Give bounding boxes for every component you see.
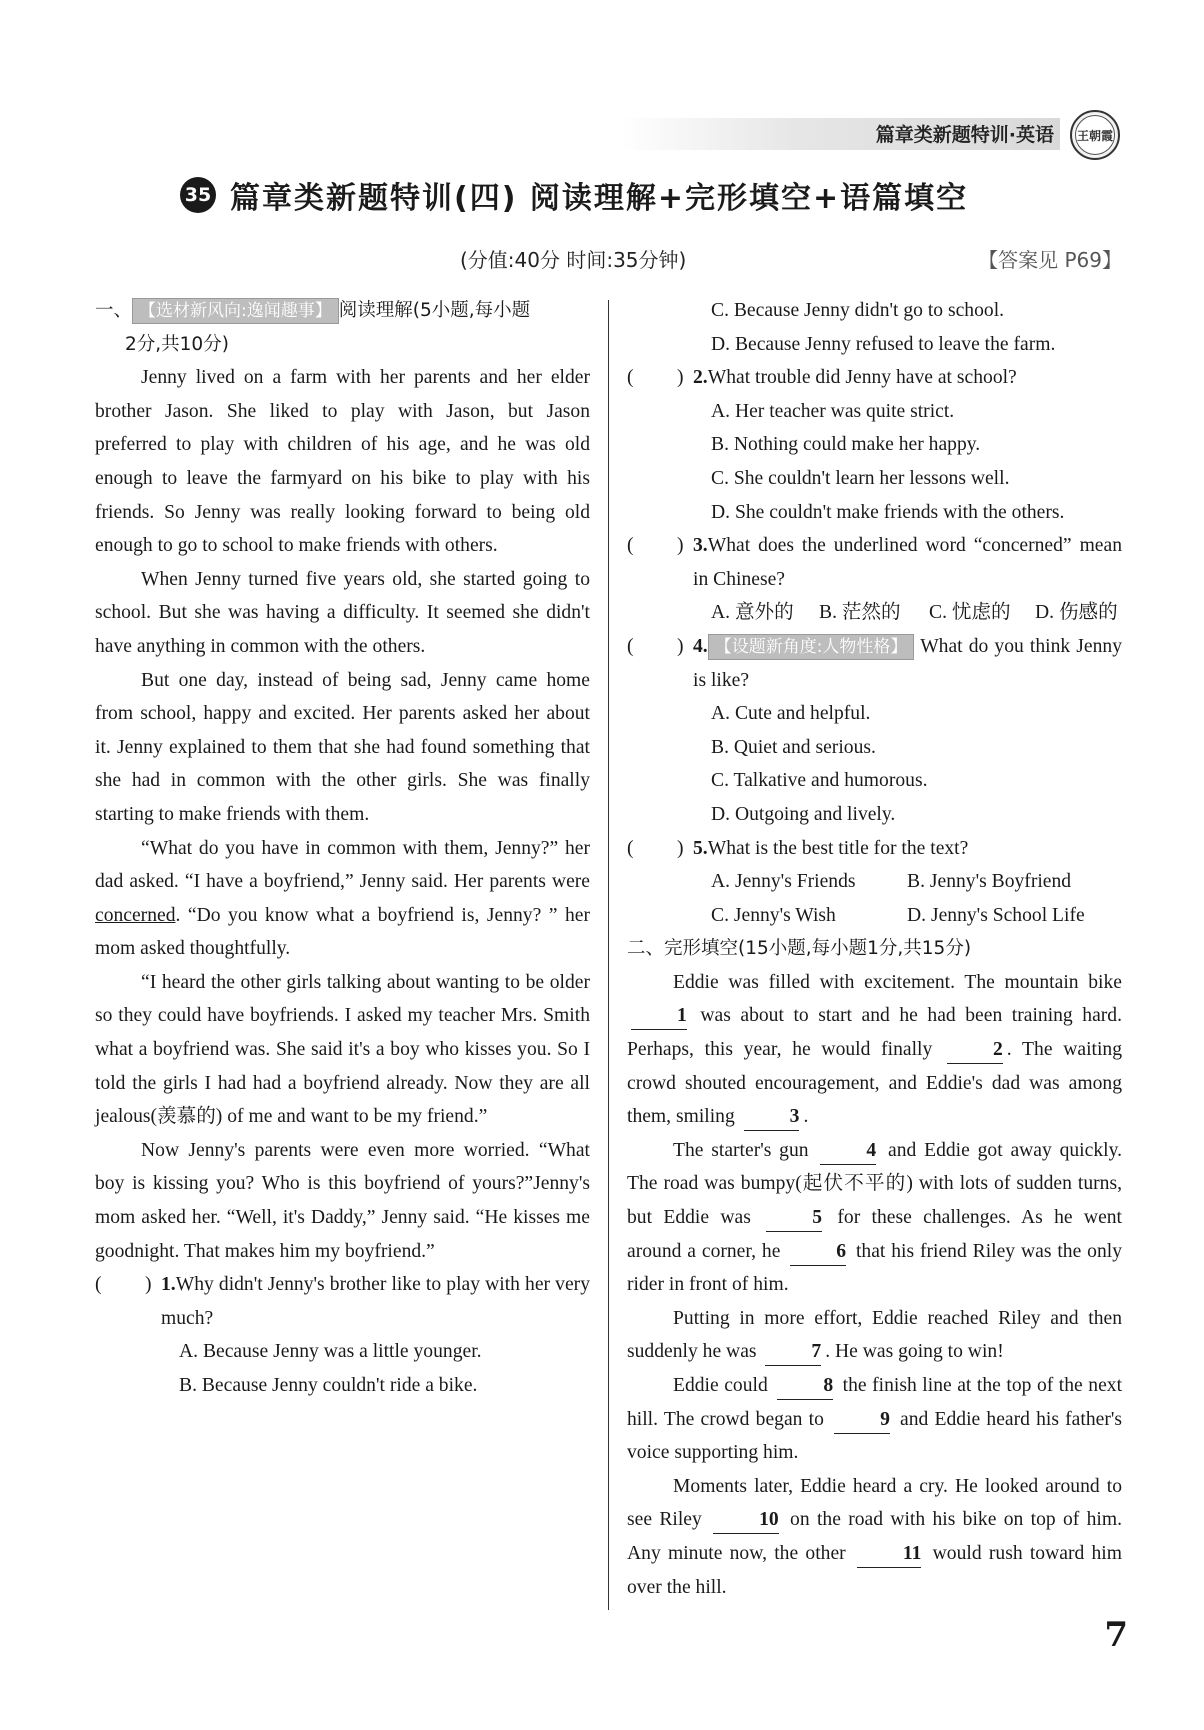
cloze-text: . bbox=[803, 1106, 809, 1128]
option-c: C. Talkative and humorous. bbox=[711, 770, 928, 792]
option-b: B. Because Jenny couldn't ride a bike. bbox=[179, 1375, 478, 1396]
cloze-text: Putting in more effort, Eddie reached Riley and then suddenly he was bbox=[627, 1307, 1122, 1363]
section1-heading-text: 阅读理解(5小题,每小题 bbox=[338, 300, 531, 321]
passage-paragraph-2: When Jenny turned five years old, she started going to school. But she was having a difficulty. It seemed she didn't have anything in common with the others. bbox=[95, 568, 590, 657]
page-number: 7 bbox=[1104, 1615, 1128, 1655]
blank-4: 4 bbox=[820, 1138, 876, 1165]
options-row bbox=[627, 596, 1122, 630]
page-title bbox=[180, 172, 1060, 218]
unit-number-badge: 35 bbox=[180, 177, 216, 213]
option-d: D. She couldn't make friends with the others. bbox=[711, 501, 1065, 523]
blank-8: 8 bbox=[777, 1373, 833, 1400]
question-number: 5. bbox=[693, 837, 708, 859]
question-1 bbox=[95, 1268, 590, 1335]
answer-paren-open: ( bbox=[95, 1274, 102, 1296]
blank-9: 9 bbox=[834, 1407, 890, 1434]
cloze-text: the finish line at the top of the next hill. The crowd began to bbox=[627, 1375, 1123, 1430]
passage-paragraph-4 bbox=[95, 832, 590, 966]
cloze-text: would rush toward him over the hill. bbox=[627, 1542, 1122, 1598]
cloze-text: and Eddie heard his father's voice supporting him. bbox=[627, 1408, 1122, 1464]
column-divider bbox=[608, 300, 609, 1610]
answer-paren-open: ( bbox=[627, 837, 634, 859]
cloze-text: Eddie was filled with excitement. The mountain bike bbox=[673, 971, 1122, 993]
p4-text-b: . “Do you know what a boyfriend is, Jenny? ” her mom asked thoughtfully. bbox=[95, 904, 590, 960]
question-number: 4. bbox=[693, 635, 708, 657]
question-text: What do you think Jenny is like? bbox=[693, 635, 1122, 691]
cloze-text: and Eddie got away quickly. The road was bumpy(起伏不平的) with lots of sudden turns, but Eddie was bbox=[627, 1139, 1122, 1229]
question-3 bbox=[627, 529, 1122, 596]
question-number: 1. bbox=[161, 1274, 176, 1296]
answer-paren-close: ) bbox=[677, 535, 684, 557]
underlined-word: concerned bbox=[95, 904, 176, 926]
cloze-paragraph-1 bbox=[627, 966, 1122, 1134]
section1-heading bbox=[95, 294, 590, 328]
answer-paren-close: ) bbox=[145, 1274, 152, 1296]
blank-11: 11 bbox=[857, 1541, 922, 1568]
option-d: D. Because Jenny refused to leave the farm. bbox=[711, 333, 1056, 355]
section1-heading-cont: 2分,共10分) bbox=[125, 333, 229, 355]
answer-paren-close: ) bbox=[677, 837, 684, 859]
left-column bbox=[95, 294, 590, 1403]
blank-6: 6 bbox=[790, 1239, 846, 1266]
answer-paren-open: ( bbox=[627, 367, 634, 389]
option-d: D. Outgoing and lively. bbox=[711, 803, 896, 825]
option-c: C. Jenny's Wish bbox=[711, 904, 836, 926]
answer-paren-close: ) bbox=[677, 635, 684, 657]
question-text: Why didn't Jenny's brother like to play with her very much? bbox=[161, 1274, 590, 1329]
answer-paren-open: ( bbox=[627, 535, 634, 557]
cloze-paragraph-4 bbox=[627, 1369, 1122, 1470]
publisher-logo-icon bbox=[1070, 110, 1120, 160]
blank-3: 3 bbox=[744, 1104, 800, 1131]
option-c: C. She couldn't learn her lessons well. bbox=[711, 467, 1010, 489]
cloze-paragraph-3 bbox=[627, 1302, 1122, 1369]
cloze-paragraph-2 bbox=[627, 1134, 1122, 1302]
question-4 bbox=[627, 630, 1122, 697]
answer-paren-close: ) bbox=[677, 367, 684, 389]
option-a: A. Her teacher was quite strict. bbox=[711, 400, 955, 422]
cloze-text: . He was going to win! bbox=[825, 1341, 1004, 1363]
section2-heading: 二、完形填空(15小题,每小题1分,共15分) bbox=[627, 938, 972, 960]
cloze-text: that his friend Riley was the only rider in front of him. bbox=[627, 1240, 1122, 1296]
header-label: 篇章类新题特训·英语 bbox=[875, 124, 1054, 146]
question-2 bbox=[627, 361, 1122, 395]
question-tag: 【设题新角度:人物性格】 bbox=[708, 634, 915, 660]
question-text: What is the best title for the text? bbox=[707, 837, 969, 859]
cloze-text: was about to start and he had been training hard. Perhaps, this year, he would finally bbox=[627, 1005, 1122, 1061]
option-a: A. Jenny's Friends bbox=[711, 871, 856, 893]
cloze-text: Moments later, Eddie heard a cry. He looked around to see Riley bbox=[627, 1475, 1122, 1531]
blank-10: 10 bbox=[713, 1507, 779, 1534]
option-d: D. Jenny's School Life bbox=[907, 904, 1085, 926]
answer-paren-open: ( bbox=[627, 635, 634, 657]
logo-text: 王朝霞 bbox=[1075, 115, 1115, 155]
passage-paragraph-6: Now Jenny's parents were even more worried. “What boy is kissing you? Who is this boyfriend of yours?”Jenny's mom asked her. “Well, it's Daddy,” Jenny said. “He kisses me goodnight. That makes him my boyfriend.” bbox=[95, 1139, 590, 1262]
option-d: D. 伤感的 bbox=[1035, 602, 1118, 624]
option-b: B. Quiet and serious. bbox=[711, 736, 876, 758]
question-number: 3. bbox=[693, 535, 708, 557]
p4-text-a: “What do you have in common with them, Jenny?” her dad asked. “I have a boyfriend,” Jenny said. Her parents were bbox=[95, 837, 590, 893]
passage-paragraph-5: “I heard the other girls talking about wanting to be older so they could have boyfriends. I asked my teacher Mrs. Smith what a boyfriend was. She said it's a boy who kisses you. So I told the girls I had had a boyfriend already. Now they are all jealous(羡慕的) of me and want to be my friend.” bbox=[95, 971, 590, 1128]
cloze-text: The starter's gun bbox=[673, 1139, 809, 1161]
section1-tag: 【选材新风向:逸闻趣事】 bbox=[132, 298, 339, 324]
cloze-text: . The waiting crowd shouted encouragement, and Eddie's dad was among them, smiling bbox=[627, 1039, 1123, 1128]
cloze-text: for these challenges. As he went around a corner, he bbox=[627, 1207, 1123, 1262]
passage-paragraph-1: Jenny lived on a farm with her parents and her elder brother Jason. She liked to play with Jason, but Jason preferred to play with children of his age, and he was old enough to leave the farmyard on his bike to play with his friends. So Jenny was really looking forward to being old enough to go to school to make friends with others. bbox=[95, 367, 590, 557]
blank-2: 2 bbox=[947, 1037, 1003, 1064]
option-a: A. Cute and helpful. bbox=[711, 703, 871, 725]
blank-7: 7 bbox=[765, 1339, 821, 1366]
blank-5: 5 bbox=[766, 1205, 822, 1232]
passage-paragraph-3: But one day, instead of being sad, Jenny came home from school, happy and excited. Her parents asked her about it. Jenny explained to them that she had found something that she had in common with the other girls. She was finally starting to make friends with them. bbox=[95, 669, 590, 825]
options-row bbox=[627, 899, 1122, 933]
option-b: B. 茫然的 bbox=[819, 602, 901, 624]
option-a: A. Because Jenny was a little younger. bbox=[179, 1341, 482, 1363]
question-number: 2. bbox=[693, 367, 708, 389]
right-column bbox=[627, 294, 1122, 1604]
option-b: B. Nothing could make her happy. bbox=[711, 434, 981, 456]
options-row bbox=[627, 865, 1122, 899]
question-5 bbox=[627, 832, 1122, 866]
question-text: What trouble did Jenny have at school? bbox=[707, 367, 1017, 389]
section1-prefix: 一、 bbox=[95, 300, 133, 321]
cloze-text: Eddie could bbox=[673, 1375, 768, 1396]
option-a: A. 意外的 bbox=[711, 602, 794, 624]
option-c: C. Because Jenny didn't go to school. bbox=[711, 300, 1005, 321]
cloze-paragraph-5 bbox=[627, 1470, 1122, 1604]
answer-reference: 【答案见 P69】 bbox=[978, 248, 1122, 272]
title-text: 篇章类新题特训(四) 阅读理解+完形填空+语篇填空 bbox=[230, 181, 969, 216]
option-c: C. 忧虑的 bbox=[929, 602, 1011, 624]
option-b: B. Jenny's Boyfriend bbox=[907, 871, 1072, 893]
blank-1: 1 bbox=[631, 1003, 687, 1030]
question-text: What does the underlined word “concerned” mean in Chinese? bbox=[693, 535, 1122, 590]
score-time-info: (分值:40分 时间:35分钟) bbox=[460, 248, 687, 272]
cloze-text: on the road with his bike on top of him. Any minute now, the other bbox=[627, 1509, 1123, 1564]
